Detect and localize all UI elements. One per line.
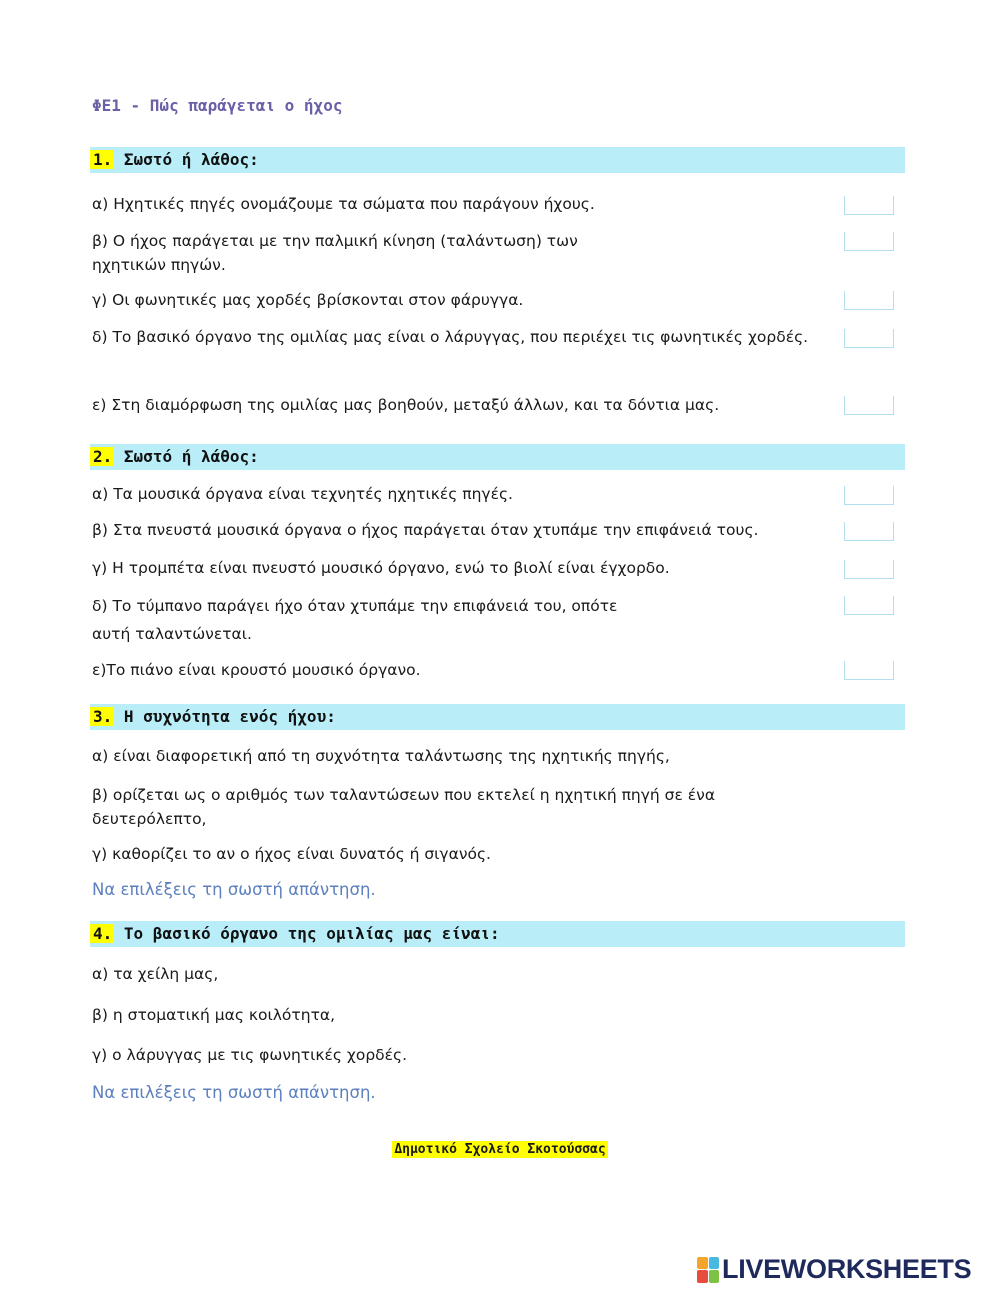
answer-input-2d[interactable] — [844, 596, 894, 615]
section-title: Σωστό ή λάθος: — [123, 150, 259, 169]
question-2c: γ) Η τρομπέτα είναι πνευστό μουσικό όργανο, ενώ το βιολί είναι έγχορδο. — [92, 559, 670, 577]
answer-input-1e[interactable] — [844, 396, 894, 415]
question-4a: α) τα χείλη μας, — [92, 965, 219, 983]
question-1c: γ) Οι φωνητικές μας χορδές βρίσκονται στον φάρυγγα. — [92, 291, 524, 309]
question-2b: β) Στα πνευστά μουσικά όργανα ο ήχος παράγεται όταν χτυπάμε την επιφάνειά τους. — [92, 521, 759, 539]
section-title: Η συχνότητα ενός ήχου: — [123, 707, 336, 726]
question-2a: α) Τα μουσικά όργανα είναι τεχνητές ηχητικές πηγές. — [92, 485, 513, 503]
question-2e: ε)Το πιάνο είναι κρουστό μουσικό όργανο. — [92, 661, 421, 679]
answer-input-2b[interactable] — [844, 522, 894, 541]
question-4c: γ) ο λάρυγγας με τις φωνητικές χορδές. — [92, 1046, 408, 1064]
section-header-4 — [90, 921, 905, 947]
section-number: 3. — [90, 707, 114, 726]
answer-input-2c[interactable] — [844, 560, 894, 579]
section-number: 1. — [90, 150, 114, 169]
school-footer — [0, 1142, 1000, 1157]
question-3b: β) ορίζεται ως ο αριθμός των ταλαντώσεων που εκτελεί η ηχητική πηγή σε ένα δευτερόλεπτο, — [92, 786, 716, 828]
brand-logo-link[interactable] — [697, 1254, 971, 1285]
question-1d: δ) Το βασικό όργανο της ομιλίας μας είναι ο λάρυγγας, που περιέχει τις φωνητικές χορδές. — [92, 328, 809, 346]
school-name: Δημοτικό Σχολείο Σκοτούσσας — [394, 1142, 606, 1157]
question-1a: α) Ηχητικές πηγές ονομάζουμε τα σώματα που παράγουν ήχους. — [92, 195, 595, 213]
section-number: 2. — [90, 447, 114, 466]
section-header-2 — [90, 444, 905, 470]
answer-input-1b[interactable] — [844, 232, 894, 251]
instruction-3: Να επιλέξεις τη σωστή απάντηση. — [92, 880, 376, 899]
answer-input-2a[interactable] — [844, 486, 894, 505]
question-2d: δ) Το τύμπανο παράγει ήχο όταν χτυπάμε την επιφάνειά του, οπότε αυτή ταλαντώνεται. — [92, 597, 618, 643]
question-3a: α) είναι διαφορετική από τη συχνότητα ταλάντωσης της ηχητικής πηγής, — [92, 747, 670, 765]
section-title: Το βασικό όργανο της ομιλίας μας είναι: — [123, 924, 500, 943]
section-title: Σωστό ή λάθος: — [123, 447, 259, 466]
liveworksheets-logo-icon — [697, 1257, 719, 1283]
answer-input-1c[interactable] — [844, 291, 894, 310]
instruction-4: Να επιλέξεις τη σωστή απάντηση. — [92, 1083, 376, 1102]
answer-input-1d[interactable] — [844, 329, 894, 348]
page-title: ΦΕ1 - Πώς παράγεται ο ήχος — [92, 96, 343, 115]
brand-name: LIVEWORKSHEETS — [722, 1254, 972, 1284]
section-header-1 — [90, 147, 905, 173]
question-1b: β) Ο ήχος παράγεται με την παλμική κίνηση (ταλάντωση) των ηχητικών πηγών. — [92, 232, 578, 274]
answer-input-1a[interactable] — [844, 196, 894, 215]
question-1e: ε) Στη διαμόρφωση της ομιλίας μας βοηθούν, μεταξύ άλλων, και τα δόντια μας. — [92, 396, 720, 414]
question-3c: γ) καθορίζει το αν ο ήχος είναι δυνατός ή σιγανός. — [92, 845, 491, 863]
answer-input-2e[interactable] — [844, 661, 894, 680]
section-number: 4. — [90, 924, 114, 943]
section-header-3 — [90, 704, 905, 730]
question-4b: β) η στοματική μας κοιλότητα, — [92, 1006, 336, 1024]
